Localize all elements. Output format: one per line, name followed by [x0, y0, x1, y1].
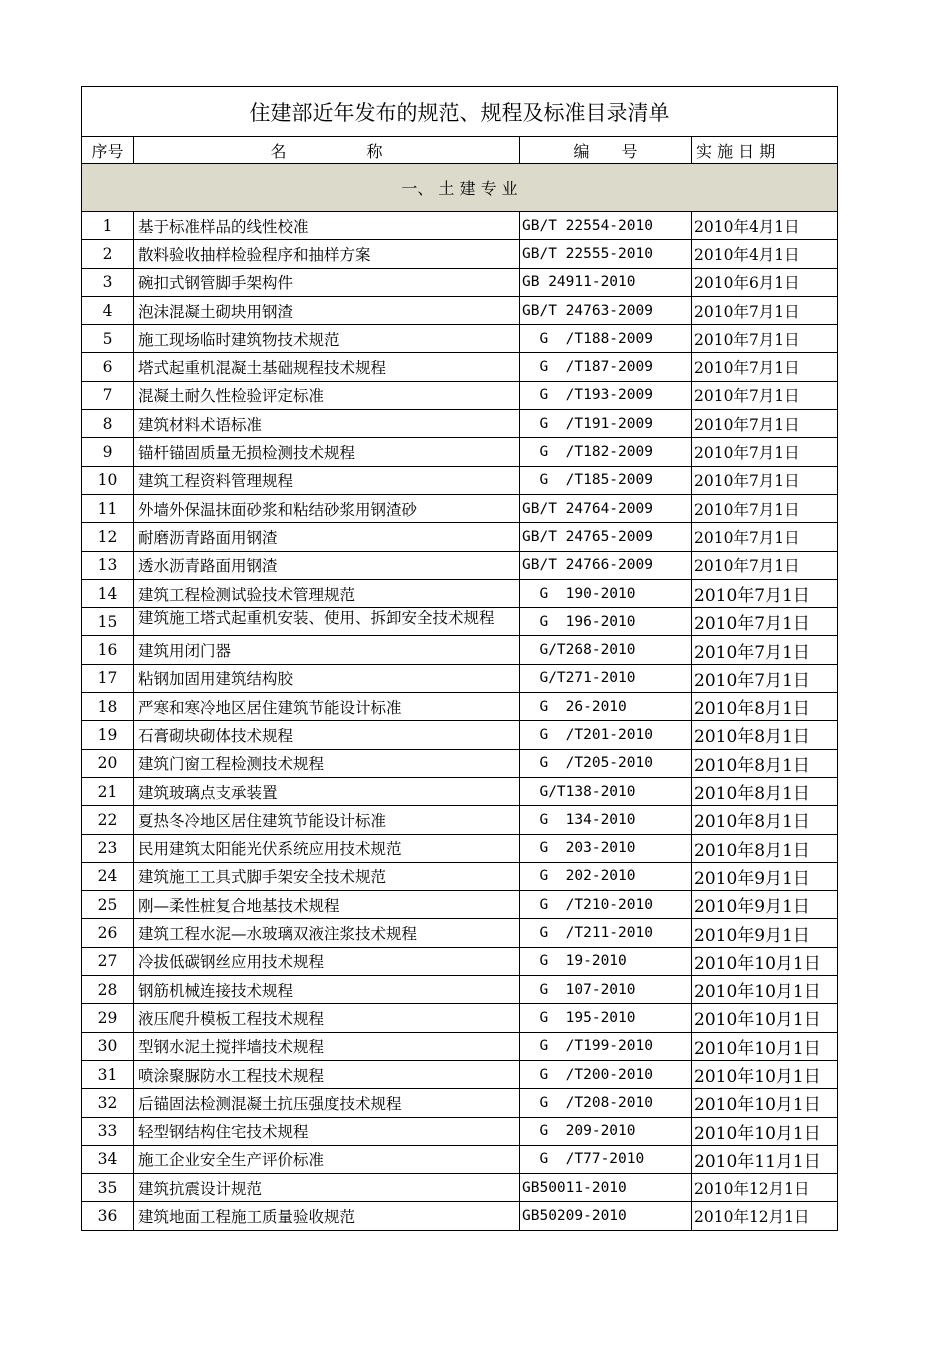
row-date: 2010年4月1日: [692, 212, 838, 240]
row-date: 2010年8月1日: [692, 693, 838, 721]
row-name: 建筑用闭门器: [134, 636, 520, 664]
row-date: 2010年9月1日: [692, 862, 838, 890]
table-row: [82, 1032, 838, 1060]
row-name: 建筑施工工具式脚手架安全技术规范: [134, 862, 520, 890]
row-date: 2010年7月1日: [692, 466, 838, 494]
table-row: [82, 296, 838, 324]
row-code: GB/T 24766-2009: [520, 551, 692, 579]
row-name: 严寒和寒冷地区居住建筑节能设计标准: [134, 693, 520, 721]
table-row: [82, 1117, 838, 1145]
row-name: 混凝土耐久性检验评定标准: [134, 381, 520, 409]
row-code: G 190-2010: [520, 579, 692, 607]
row-date: 2010年7月1日: [692, 353, 838, 381]
row-no: 2: [82, 240, 134, 268]
row-date: 2010年7月1日: [692, 381, 838, 409]
table-row: [82, 947, 838, 975]
row-code: G 19-2010: [520, 947, 692, 975]
row-date: 2010年9月1日: [692, 919, 838, 947]
row-code: G 134-2010: [520, 806, 692, 834]
row-no: 8: [82, 410, 134, 438]
table-row: [82, 325, 838, 353]
table-row: [82, 212, 838, 240]
row-code: G /T187-2009: [520, 353, 692, 381]
row-no: 29: [82, 1004, 134, 1032]
table-row: [82, 438, 838, 466]
row-name: 粘钢加固用建筑结构胶: [134, 664, 520, 692]
row-code: GB50209-2010: [520, 1202, 692, 1230]
table-row: [82, 1004, 838, 1032]
row-no: 28: [82, 976, 134, 1004]
standards-table: [81, 86, 838, 1231]
row-no: 23: [82, 834, 134, 862]
table-row: [82, 608, 838, 636]
row-no: 9: [82, 438, 134, 466]
row-name: 建筑地面工程施工质量验收规范: [134, 1202, 520, 1230]
row-code: G 26-2010: [520, 693, 692, 721]
row-date: 2010年8月1日: [692, 777, 838, 805]
table-row: [82, 721, 838, 749]
header-code: 编 号: [520, 137, 692, 164]
row-date: 2010年7月1日: [692, 608, 838, 636]
row-code: G/T271-2010: [520, 664, 692, 692]
table-row: [82, 664, 838, 692]
row-no: 22: [82, 806, 134, 834]
table-row: [82, 693, 838, 721]
table-row: [82, 523, 838, 551]
row-date: 2010年6月1日: [692, 268, 838, 296]
row-name: 施工企业安全生产评价标准: [134, 1145, 520, 1173]
row-no: 33: [82, 1117, 134, 1145]
row-code: G 195-2010: [520, 1004, 692, 1032]
row-name: 建筑工程资料管理规程: [134, 466, 520, 494]
row-name: 泡沫混凝土砌块用钢渣: [134, 296, 520, 324]
table-row: [82, 494, 838, 522]
row-no: 27: [82, 947, 134, 975]
row-no: 10: [82, 466, 134, 494]
row-no: 16: [82, 636, 134, 664]
table-row: [82, 268, 838, 296]
row-name: 后锚固法检测混凝土抗压强度技术规程: [134, 1089, 520, 1117]
table-row: [82, 777, 838, 805]
row-date: 2010年7月1日: [692, 494, 838, 522]
row-name: 液压爬升模板工程技术规程: [134, 1004, 520, 1032]
row-name: 型钢水泥土搅拌墙技术规程: [134, 1032, 520, 1060]
row-code: G 202-2010: [520, 862, 692, 890]
table-row: [82, 834, 838, 862]
row-name: 外墙外保温抹面砂浆和粘结砂浆用钢渣砂: [134, 494, 520, 522]
table-row: [82, 891, 838, 919]
table-row: [82, 551, 838, 579]
row-name: 基于标准样品的线性校准: [134, 212, 520, 240]
table-row: [82, 1060, 838, 1088]
row-date: 2010年10月1日: [692, 976, 838, 1004]
row-date: 2010年10月1日: [692, 947, 838, 975]
row-date: 2010年8月1日: [692, 749, 838, 777]
row-code: GB/T 22555-2010: [520, 240, 692, 268]
row-code: G /T200-2010: [520, 1060, 692, 1088]
table-row: [82, 410, 838, 438]
row-date: 2010年11月1日: [692, 1145, 838, 1173]
row-date: 2010年7月1日: [692, 296, 838, 324]
row-no: 13: [82, 551, 134, 579]
row-code: G /T191-2009: [520, 410, 692, 438]
row-no: 30: [82, 1032, 134, 1060]
title-row: [82, 87, 838, 137]
row-code: GB/T 24764-2009: [520, 494, 692, 522]
row-code: G /T182-2009: [520, 438, 692, 466]
row-date: 2010年8月1日: [692, 721, 838, 749]
row-date: 2010年10月1日: [692, 1032, 838, 1060]
row-date: 2010年7月1日: [692, 410, 838, 438]
table-row: [82, 919, 838, 947]
row-no: 31: [82, 1060, 134, 1088]
table-row: [82, 1145, 838, 1173]
row-name: 锚杆锚固质量无损检测技术规程: [134, 438, 520, 466]
row-code: G/T268-2010: [520, 636, 692, 664]
row-code: G /T188-2009: [520, 325, 692, 353]
row-no: 35: [82, 1174, 134, 1202]
row-date: 2010年4月1日: [692, 240, 838, 268]
row-no: 3: [82, 268, 134, 296]
row-name: 建筑玻璃点支承装置: [134, 777, 520, 805]
table-row: [82, 381, 838, 409]
row-name: 喷涂聚脲防水工程技术规程: [134, 1060, 520, 1088]
row-code: G 196-2010: [520, 608, 692, 636]
header-no: 序号: [82, 137, 134, 164]
row-name: 冷拔低碳钢丝应用技术规程: [134, 947, 520, 975]
row-no: 4: [82, 296, 134, 324]
header-row: [82, 137, 838, 164]
row-name: 建筑施工塔式起重机安装、使用、拆卸安全技术规程: [134, 608, 520, 636]
row-no: 26: [82, 919, 134, 947]
row-name: 夏热冬冷地区居住建筑节能设计标准: [134, 806, 520, 834]
row-no: 18: [82, 693, 134, 721]
row-no: 34: [82, 1145, 134, 1173]
row-date: 2010年7月1日: [692, 438, 838, 466]
row-no: 14: [82, 579, 134, 607]
table-row: [82, 353, 838, 381]
row-name: 透水沥青路面用钢渣: [134, 551, 520, 579]
row-no: 17: [82, 664, 134, 692]
page-title: 住建部近年发布的规范、规程及标准目录清单: [82, 87, 838, 137]
header-date: 实 施 日 期: [692, 137, 838, 164]
row-name: 建筑门窗工程检测技术规程: [134, 749, 520, 777]
row-no: 6: [82, 353, 134, 381]
row-code: G 107-2010: [520, 976, 692, 1004]
row-name: 建筑工程水泥—水玻璃双液注浆技术规程: [134, 919, 520, 947]
row-name: 施工现场临时建筑物技术规范: [134, 325, 520, 353]
row-code: G /T77-2010: [520, 1145, 692, 1173]
row-code: G 209-2010: [520, 1117, 692, 1145]
row-name: 建筑工程检测试验技术管理规范: [134, 579, 520, 607]
row-name: 碗扣式钢管脚手架构件: [134, 268, 520, 296]
row-name: 建筑材料术语标准: [134, 410, 520, 438]
row-name: 轻型钢结构住宅技术规程: [134, 1117, 520, 1145]
row-no: 20: [82, 749, 134, 777]
table-row: [82, 579, 838, 607]
row-date: 2010年9月1日: [692, 891, 838, 919]
row-name: 刚—柔性桩复合地基技术规程: [134, 891, 520, 919]
row-date: 2010年10月1日: [692, 1004, 838, 1032]
row-no: 5: [82, 325, 134, 353]
row-name: 民用建筑太阳能光伏系统应用技术规范: [134, 834, 520, 862]
row-date: 2010年7月1日: [692, 579, 838, 607]
row-name: 石膏砌块砌体技术规程: [134, 721, 520, 749]
row-no: 15: [82, 608, 134, 636]
table-row: [82, 862, 838, 890]
row-date: 2010年7月1日: [692, 551, 838, 579]
table-row: [82, 636, 838, 664]
row-date: 2010年8月1日: [692, 834, 838, 862]
row-code: G 203-2010: [520, 834, 692, 862]
row-code: G /T185-2009: [520, 466, 692, 494]
row-code: G /T210-2010: [520, 891, 692, 919]
row-code: G /T211-2010: [520, 919, 692, 947]
row-date: 2010年7月1日: [692, 523, 838, 551]
row-code: GB50011-2010: [520, 1174, 692, 1202]
row-date: 2010年12月1日: [692, 1202, 838, 1230]
section-title: 一、 土 建 专 业: [82, 164, 838, 212]
row-code: G/T138-2010: [520, 777, 692, 805]
row-no: 11: [82, 494, 134, 522]
row-name: 塔式起重机混凝土基础规程技术规程: [134, 353, 520, 381]
table-row: [82, 1089, 838, 1117]
row-code: G /T208-2010: [520, 1089, 692, 1117]
row-no: 25: [82, 891, 134, 919]
row-name: 建筑抗震设计规范: [134, 1174, 520, 1202]
row-no: 12: [82, 523, 134, 551]
row-no: 24: [82, 862, 134, 890]
row-code: G /T205-2010: [520, 749, 692, 777]
row-code: GB/T 24763-2009: [520, 296, 692, 324]
row-date: 2010年7月1日: [692, 325, 838, 353]
table-row: [82, 466, 838, 494]
row-code: G /T199-2010: [520, 1032, 692, 1060]
row-code: GB/T 24765-2009: [520, 523, 692, 551]
row-date: 2010年10月1日: [692, 1089, 838, 1117]
row-date: 2010年7月1日: [692, 636, 838, 664]
row-no: 7: [82, 381, 134, 409]
table-row: [82, 1202, 838, 1230]
row-date: 2010年8月1日: [692, 806, 838, 834]
section-row: [82, 164, 838, 212]
table-row: [82, 240, 838, 268]
row-code: G /T193-2009: [520, 381, 692, 409]
row-code: G /T201-2010: [520, 721, 692, 749]
row-no: 32: [82, 1089, 134, 1117]
row-date: 2010年7月1日: [692, 664, 838, 692]
table-row: [82, 749, 838, 777]
row-name: 耐磨沥青路面用钢渣: [134, 523, 520, 551]
header-name: 名 称: [134, 137, 520, 164]
row-no: 21: [82, 777, 134, 805]
table-row: [82, 1174, 838, 1202]
row-name: 钢筋机械连接技术规程: [134, 976, 520, 1004]
row-date: 2010年10月1日: [692, 1060, 838, 1088]
table-row: [82, 976, 838, 1004]
row-no: 36: [82, 1202, 134, 1230]
row-code: GB 24911-2010: [520, 268, 692, 296]
row-date: 2010年12月1日: [692, 1174, 838, 1202]
row-no: 1: [82, 212, 134, 240]
row-name: 散料验收抽样检验程序和抽样方案: [134, 240, 520, 268]
table-row: [82, 806, 838, 834]
row-date: 2010年10月1日: [692, 1117, 838, 1145]
row-no: 19: [82, 721, 134, 749]
row-code: GB/T 22554-2010: [520, 212, 692, 240]
